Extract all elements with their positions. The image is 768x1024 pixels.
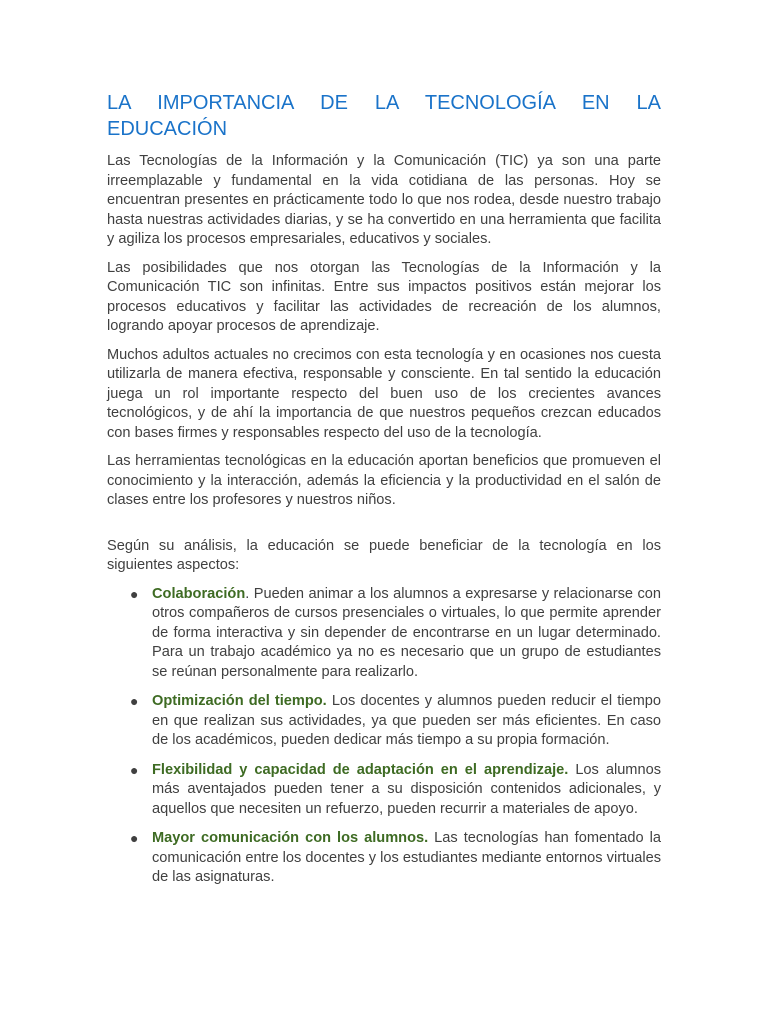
aspect-term: Mayor comunicación con los alumnos. — [152, 830, 429, 846]
page-title — [107, 90, 661, 142]
page-title-line-2: EDUCACIÓN — [107, 118, 228, 140]
aspect-description: Las tecnologías han fomentado la comunicación entre los docentes y los estudiantes mediante entornos virtuales de las asignaturas. — [152, 830, 662, 885]
bullet-icon: ● — [130, 585, 139, 602]
bullet-icon: ● — [130, 830, 139, 846]
bullet-icon: ● — [130, 693, 139, 709]
paragraph-tic-intro: Las Tecnologías de la Información y la Comunicación (TIC) ya son una parte irreemplazable y fundamental en la vida cotidiana de las personas. Hoy se encuentran presentes en prácticamente todo lo que nos rodea, desde nuestro trabajo hasta nuestras actividades diarias, y se ha convertido en una herramienta que facilita y agiliza los procesos empresariales, educativos y sociales. — [107, 153, 661, 247]
paragraph-aspects-intro: Según su análisis, la educación se puede beneficiar de la tecnología en los siguientes aspectos: — [107, 537, 661, 573]
aspect-term: Flexibilidad y capacidad de adaptación en el aprendizaje. — [152, 761, 569, 778]
page-title-line-1: LA IMPORTANCIA DE LA TECNOLOGÍA EN LA — [107, 92, 661, 114]
aspects-list — [107, 585, 661, 888]
paragraph-possibilities: Las posibilidades que nos otorgan las Tecnologías de la Información y la Comunicación TIC son infinitas. Entre sus impactos positivos están mejorar los procesos educativos y facilitar las actividades de recreación de los alumnos, logrando apoyar procesos de aprendizaje. — [107, 259, 661, 334]
aspect-description: . Pueden animar a los alumnos a expresarse y relacionarse con otros compañeros de cursos presenciales o virtuales, lo que permite aprender de forma interactiva y sin depender de encontrarse en un lugar determinado. Para un trabajo académico ya no es necesario que un grupo de estudiantes se reúnan personalmente para realizarlo. — [152, 585, 661, 680]
list-item-optimizacion — [130, 692, 661, 751]
paragraph-adults: Muchos adultos actuales no crecimos con esta tecnología y en ocasiones nos cuesta utilizarla de manera efectiva, responsable y consciente. En tal sentido la educación juega un rol importante respecto del buen uso de los crecientes avances tecnológicos, y de ahí la importancia de que nuestros pequeños crezcan educados con bases firmes y responsables respecto del uso de la tecnología. — [107, 346, 661, 441]
bullet-icon: ● — [130, 761, 139, 778]
aspect-description: Los alumnos más aventajados pueden tener a su disposición contenidos adicionales, y aquellos que necesiten un refuerzo, pueden recurrir a materiales de apoyo. — [152, 761, 661, 817]
aspect-description: Los docentes y alumnos pueden reducir el tiempo en que realizan sus actividades, ya que pueden ser más eficientes. En caso de los académicos, pueden dedicar más tiempo a su propia formación. — [152, 693, 661, 748]
list-item-comunicacion — [130, 829, 662, 888]
aspect-term: Optimización del tiempo. — [152, 693, 327, 709]
list-item-colaboracion — [130, 585, 661, 683]
list-item-flexibilidad — [130, 761, 661, 820]
paragraph-tools: Las herramientas tecnológicas en la educación aportan beneficios que promueven el conocimiento y la interacción, además la eficiencia y la productividad en el salón de clases entre los profesores y nuestros niños. — [107, 453, 661, 508]
aspect-term: Colaboración — [152, 585, 246, 602]
